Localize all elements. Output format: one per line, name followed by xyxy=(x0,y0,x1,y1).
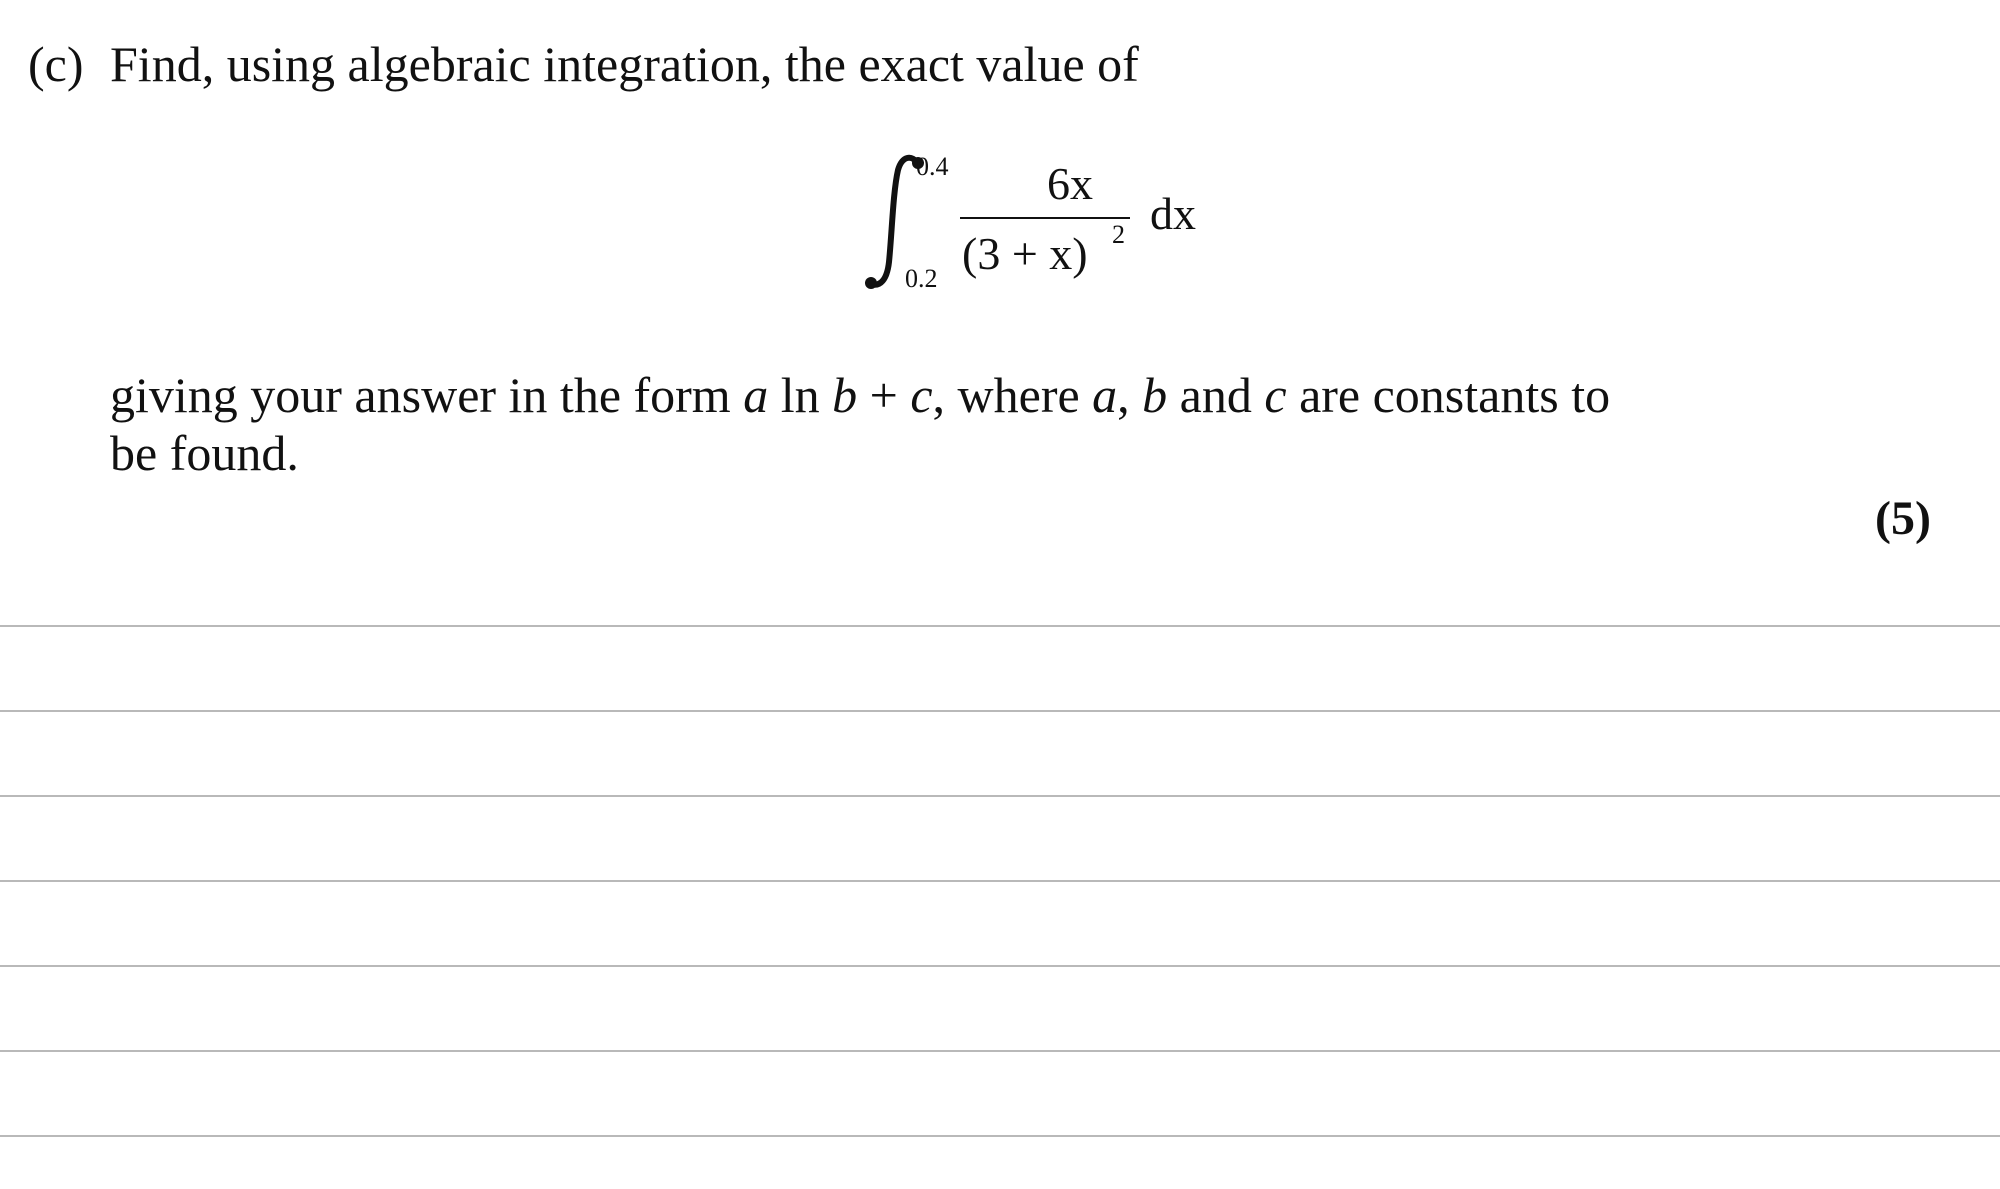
answer-line[interactable] xyxy=(0,1135,2000,1137)
answer-line[interactable] xyxy=(0,625,2000,627)
answer-line[interactable] xyxy=(0,965,2000,967)
denominator-exponent: 2 xyxy=(1112,220,1125,249)
answer-line[interactable] xyxy=(0,710,2000,712)
answer-line[interactable] xyxy=(0,1050,2000,1052)
fraction-bar xyxy=(960,217,1130,219)
instruction-text-3: , xyxy=(1117,367,1143,423)
instruction-text-5: are constants to xyxy=(1286,367,1611,423)
instruction-text-1: giving your answer in the form xyxy=(110,367,744,423)
constant-b: b xyxy=(1142,367,1168,423)
lower-limit: 0.2 xyxy=(905,264,938,293)
instruction-line-2: be found. xyxy=(110,425,299,481)
question-part-label: (c) xyxy=(28,36,84,92)
form-ln: ln xyxy=(768,367,833,423)
fraction-denominator: (3 + x) xyxy=(962,228,1088,279)
constant-a: a xyxy=(1092,367,1118,423)
answer-form-instruction xyxy=(110,366,1710,482)
answer-line[interactable] xyxy=(0,880,2000,882)
answer-line[interactable] xyxy=(0,795,2000,797)
fraction-numerator: 6x xyxy=(1047,158,1093,209)
upper-limit: 0.4 xyxy=(916,152,949,181)
form-variable-b: b xyxy=(832,367,858,423)
instruction-text-2: , where xyxy=(932,367,1093,423)
question-intro-text: Find, using algebraic integration, the exact value of xyxy=(110,36,1139,92)
instruction-line-1 xyxy=(110,366,1710,424)
instruction-text-4: and xyxy=(1167,367,1265,423)
form-plus: + xyxy=(857,367,911,423)
differential: dx xyxy=(1150,188,1196,239)
marks-indicator: (5) xyxy=(1875,492,1931,545)
integral-formula xyxy=(860,140,1220,310)
form-variable-c: c xyxy=(910,367,933,423)
form-variable-a: a xyxy=(743,367,769,423)
constant-c: c xyxy=(1264,367,1287,423)
